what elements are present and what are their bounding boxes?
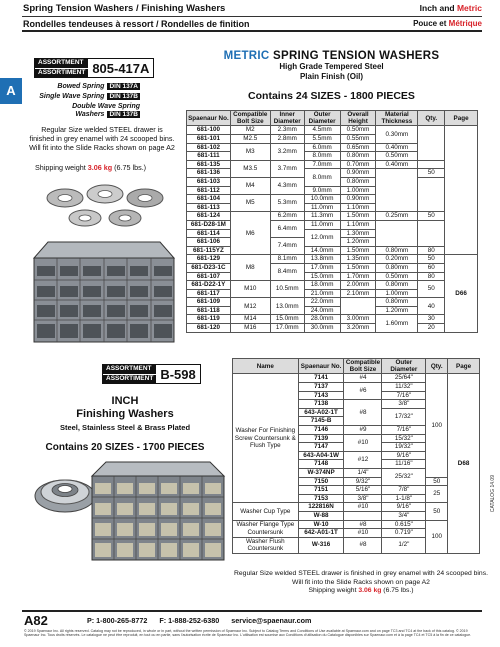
overall-height: 1.50mm bbox=[340, 246, 376, 255]
bolt-size: M6 bbox=[230, 212, 270, 255]
inch-contents: Contains 20 SIZES - 1700 PIECES bbox=[45, 442, 205, 453]
assortment-number-box bbox=[34, 58, 154, 78]
table-row bbox=[187, 246, 478, 255]
overall-height: 2.10mm bbox=[340, 289, 376, 298]
quantity bbox=[418, 126, 445, 160]
part-number: 681-115YZ bbox=[187, 246, 231, 255]
quantity: 40 bbox=[418, 298, 445, 315]
part-number: 681-124 bbox=[187, 212, 231, 221]
bolt-size: #12 bbox=[344, 451, 382, 468]
bolt-size: #9 bbox=[344, 425, 382, 434]
material-thickness: 0.40mm bbox=[376, 160, 418, 169]
outer-diameter: 28.0mm bbox=[304, 315, 340, 324]
part-number: 681-117 bbox=[187, 289, 231, 298]
bolt-size: M5 bbox=[230, 195, 270, 212]
outer-diameter: 7/8" bbox=[382, 486, 426, 495]
quantity: 80 bbox=[418, 246, 445, 255]
inner-diameter: 8.1mm bbox=[270, 255, 304, 264]
part-number: 643-A02-1T bbox=[298, 408, 344, 417]
overall-height: 0.70mm bbox=[340, 160, 376, 169]
overall-height: 0.55mm bbox=[340, 135, 376, 144]
bolt-size: M3 bbox=[230, 143, 270, 160]
overall-height: 0.50mm bbox=[340, 126, 376, 135]
bolt-size: M16 bbox=[230, 324, 270, 333]
part-number: 7147 bbox=[298, 443, 344, 452]
outer-diameter: 25/64" bbox=[382, 374, 426, 383]
overall-height: 3.00mm bbox=[340, 315, 376, 324]
bolt-size: 9/32" bbox=[344, 477, 382, 486]
bolt-size: M8 bbox=[230, 255, 270, 281]
table-row bbox=[187, 272, 478, 281]
inch-drawer-note bbox=[232, 570, 490, 596]
overall-height: 1.20mm bbox=[340, 238, 376, 247]
overall-height: 0.90mm bbox=[340, 169, 376, 178]
overall-height: 2.00mm bbox=[340, 281, 376, 290]
material-thickness bbox=[376, 220, 418, 246]
table-row bbox=[187, 315, 478, 324]
material-thickness: 0.50mm bbox=[376, 152, 418, 161]
column-header: Compatible Bolt Size bbox=[230, 111, 270, 126]
quantity: 100 bbox=[426, 374, 448, 477]
part-number: 7146 bbox=[298, 425, 344, 434]
outer-diameter: 25/32" bbox=[382, 468, 426, 485]
bolt-size: M4 bbox=[230, 177, 270, 194]
table-row bbox=[187, 281, 478, 290]
overall-height bbox=[340, 298, 376, 315]
part-number: 681-118 bbox=[187, 306, 231, 315]
inner-diameter: 10.5mm bbox=[270, 281, 304, 298]
outer-diameter: 24.0mm bbox=[304, 306, 340, 315]
bolt-size: #6 bbox=[344, 383, 382, 400]
quantity: 25 bbox=[426, 486, 448, 503]
metric-section-heading bbox=[185, 50, 478, 102]
material-thickness: 0.25mm bbox=[376, 212, 418, 221]
part-number: W-88 bbox=[298, 511, 344, 520]
outer-diameter: 7.0mm bbox=[304, 160, 340, 169]
outer-diameter: 12.0mm bbox=[304, 229, 340, 246]
shipping-weight: Shipping weight 3.06 kg (6.75 lbs.) bbox=[35, 163, 147, 172]
part-number: 7153 bbox=[298, 494, 344, 503]
inner-diameter: 17.0mm bbox=[270, 324, 304, 333]
assortment-label-fr: ASSORTIMENT bbox=[103, 375, 156, 384]
inner-diameter: 7.4mm bbox=[270, 238, 304, 255]
column-header: Page bbox=[445, 111, 478, 126]
part-number: 681-102 bbox=[187, 143, 231, 152]
bolt-size: M2 bbox=[230, 126, 270, 135]
outer-diameter: 21.0mm bbox=[304, 289, 340, 298]
column-header: Spaenaur No. bbox=[298, 359, 344, 374]
overall-height: 3.20mm bbox=[340, 324, 376, 333]
inner-diameter: 6.4mm bbox=[270, 220, 304, 237]
page-title-en: Spring Tension Washers / Finishing Washers bbox=[23, 3, 226, 14]
inch-section-heading bbox=[20, 395, 230, 453]
part-number: 7151 bbox=[298, 486, 344, 495]
quantity bbox=[418, 160, 445, 169]
part-number: 681-135 bbox=[187, 160, 231, 169]
fax-number: F: 1-888-252-6380 bbox=[159, 616, 220, 625]
page-ref: D68 bbox=[448, 374, 480, 553]
column-header: Name bbox=[233, 359, 299, 374]
outer-diameter: 15.0mm bbox=[304, 272, 340, 281]
units-label-fr: Pouce et Métrique bbox=[413, 19, 482, 28]
drawer-image bbox=[28, 238, 180, 348]
bolt-size: 1/4" bbox=[344, 468, 382, 477]
metric-subtitle-2: Plain Finish (Oil) bbox=[299, 72, 364, 81]
part-number: 643-A04-1W bbox=[298, 451, 344, 460]
part-number: 681-107 bbox=[187, 272, 231, 281]
outer-diameter: 9.0mm bbox=[304, 186, 340, 195]
group-name: Washer For Finishing Screw Countersunk & Flush Type bbox=[233, 374, 299, 503]
column-header: Qty. bbox=[426, 359, 448, 374]
part-number: 7137 bbox=[298, 383, 344, 392]
part-number: 7145-B bbox=[298, 417, 344, 426]
material-thickness: 0.80mm bbox=[376, 263, 418, 272]
metric-washer-table bbox=[186, 110, 478, 333]
inch-assortment-number-box bbox=[102, 364, 201, 384]
overall-height: 0.65mm bbox=[340, 143, 376, 152]
part-number: 681-101 bbox=[187, 135, 231, 144]
part-number: 7141 bbox=[298, 374, 344, 383]
section-tab: A bbox=[0, 78, 22, 104]
bolt-size: 5/16" bbox=[344, 486, 382, 495]
bolt-size: #10 bbox=[344, 434, 382, 451]
bolt-size: M2.5 bbox=[230, 135, 270, 144]
inner-diameter: 3.2mm bbox=[270, 143, 304, 160]
material-thickness bbox=[376, 169, 418, 212]
phone-number: P: 1-800-265-8772 bbox=[87, 616, 148, 625]
part-number: 681-119 bbox=[187, 315, 231, 324]
part-number: W-10 bbox=[298, 520, 344, 529]
outer-diameter: 1/2" bbox=[382, 537, 426, 553]
metric-title: METRIC SPRING TENSION WASHERS bbox=[223, 50, 440, 62]
bolt-size: M3.5 bbox=[230, 160, 270, 177]
inch-title-1: INCH bbox=[111, 395, 139, 407]
part-number: W-374NP bbox=[298, 468, 344, 477]
outer-diameter: 8.0mm bbox=[304, 169, 340, 186]
outer-diameter: 11.0mm bbox=[304, 220, 340, 229]
part-number: 681-112 bbox=[187, 186, 231, 195]
quantity bbox=[418, 177, 445, 211]
material-thickness: 0.20mm bbox=[376, 255, 418, 264]
inch-drawer-image bbox=[88, 458, 228, 566]
column-header: Material Thickness bbox=[376, 111, 418, 126]
bolt-size: #8 bbox=[344, 400, 382, 426]
quantity: 50 bbox=[418, 255, 445, 264]
bolt-size: M10 bbox=[230, 281, 270, 298]
quantity: 50 bbox=[418, 212, 445, 221]
overall-height: 0.90mm bbox=[340, 195, 376, 204]
part-number: 681-111 bbox=[187, 152, 231, 161]
inch-subtitle: Steel, Stainless Steel & Brass Plated bbox=[59, 423, 191, 432]
inner-diameter: 4.3mm bbox=[270, 177, 304, 194]
table-header-row bbox=[233, 359, 480, 374]
outer-diameter: 0.615" bbox=[382, 520, 426, 529]
quantity: 60 bbox=[418, 263, 445, 272]
bolt-size: M12 bbox=[230, 298, 270, 315]
assortment-label-fr: ASSORTIMENT bbox=[35, 69, 88, 78]
column-header: Overall Height bbox=[340, 111, 376, 126]
column-header: Inner Diameter bbox=[270, 111, 304, 126]
quantity: 80 bbox=[418, 272, 445, 281]
quantity bbox=[418, 220, 445, 246]
part-number: 7150 bbox=[298, 477, 344, 486]
page-ref bbox=[445, 126, 478, 255]
overall-height: 1.35mm bbox=[340, 255, 376, 264]
bolt-size: #10 bbox=[344, 529, 382, 538]
assortment-label-en: ASSORTMENT bbox=[103, 365, 156, 374]
overall-height: 1.30mm bbox=[340, 229, 376, 238]
part-number: 681-129 bbox=[187, 255, 231, 264]
email-link[interactable]: service@spaenaur.com bbox=[231, 616, 312, 625]
part-number: 681-136 bbox=[187, 169, 231, 178]
part-number: 681-103 bbox=[187, 177, 231, 186]
inner-diameter: 8.4mm bbox=[270, 263, 304, 280]
material-thickness: 0.30mm bbox=[376, 126, 418, 143]
outer-diameter: 15/32" bbox=[382, 434, 426, 443]
column-header: Outer Diameter bbox=[382, 359, 426, 374]
table-row bbox=[187, 160, 478, 169]
page-header bbox=[0, 0, 500, 32]
inner-diameter: 15.0mm bbox=[270, 315, 304, 324]
page-number: A82 bbox=[24, 613, 48, 628]
inner-diameter: 2.3mm bbox=[270, 126, 304, 135]
table-row bbox=[233, 503, 480, 512]
part-number: 681-104 bbox=[187, 195, 231, 204]
washer-type-single-wave: Single Wave Spring DIN 137B bbox=[39, 93, 138, 100]
header-rule bbox=[22, 30, 482, 32]
part-number: W-316 bbox=[298, 537, 344, 553]
material-thickness: 0.80mm bbox=[376, 281, 418, 290]
group-name: Washer Cup Type bbox=[233, 503, 299, 520]
overall-height: 0.80mm bbox=[340, 152, 376, 161]
part-number: 7148 bbox=[298, 460, 344, 469]
overall-height: 1.70mm bbox=[340, 272, 376, 281]
metric-contents: Contains 24 SIZES - 1800 PIECES bbox=[248, 90, 415, 102]
inner-diameter: 6.2mm bbox=[270, 212, 304, 221]
washer-illustration bbox=[40, 178, 180, 233]
footer-rule bbox=[22, 610, 482, 612]
outer-diameter: 7/16" bbox=[382, 425, 426, 434]
column-header: Page bbox=[448, 359, 480, 374]
column-header: Compatible Bolt Size bbox=[345, 359, 381, 374]
units-label-en: Inch and Metric bbox=[419, 3, 482, 13]
outer-diameter: 30.0mm bbox=[304, 324, 340, 333]
outer-diameter: 17/32" bbox=[382, 408, 426, 425]
outer-diameter: 13.8mm bbox=[304, 255, 340, 264]
outer-diameter: 11.3mm bbox=[304, 212, 340, 221]
part-number: 681-113 bbox=[187, 203, 231, 212]
outer-diameter: 18.0mm bbox=[304, 281, 340, 290]
table-row bbox=[187, 220, 478, 229]
shipping-weight: Shipping weight 3.06 kg (6.75 lbs.) bbox=[308, 587, 414, 595]
group-name: Washer Flange Type Countersunk bbox=[233, 520, 299, 537]
bolt-size: #8 bbox=[344, 520, 382, 529]
quantity: 50 bbox=[426, 477, 448, 486]
outer-diameter: 5.5mm bbox=[304, 135, 340, 144]
inner-diameter: 13.0mm bbox=[270, 298, 304, 315]
part-number: 681-100 bbox=[187, 126, 231, 135]
part-number: 681-120 bbox=[187, 324, 231, 333]
assortment-number: 805-417A bbox=[92, 60, 150, 76]
part-number: 7143 bbox=[298, 391, 344, 400]
assortment-number: B-598 bbox=[160, 366, 196, 382]
quantity: 50 bbox=[418, 169, 445, 178]
table-row bbox=[187, 324, 478, 333]
material-thickness: 1.00mm bbox=[376, 289, 418, 298]
table-row bbox=[187, 212, 478, 221]
table-row bbox=[187, 126, 478, 135]
outer-diameter: 11/16" bbox=[382, 460, 426, 469]
quantity: 100 bbox=[426, 520, 448, 553]
quantity: 50 bbox=[418, 281, 445, 298]
outer-diameter: 0.719" bbox=[382, 529, 426, 538]
table-row bbox=[187, 169, 478, 178]
copyright-notice: © 2019 Spaenaur Inc. All rights reserved. Catalog may not be reproduced, in whole or in part, without the written permission of Spaenaur Inc. Subject to Catalog Terms and Conditions of Use available at Spaenaur.com and on page TC3 and TC4 at the back of this catalog. © 2019 Spaenaur Inc. Tous droits réservés. Le catalogue ne peut être reproduit, en tout ou en partie, sans l'autorisation écrite de Spaenaur Inc. L'utilisation est soumise aux Conditions d'utilisation du Catalogue disponibles sur Spaenaur.com et à la page TC4 et TC5 à la fin de ce catalogue. bbox=[24, 629, 472, 638]
outer-diameter: 11/32" bbox=[382, 383, 426, 392]
table-row bbox=[187, 255, 478, 264]
table-row bbox=[187, 263, 478, 272]
bolt-size: 3/8" bbox=[344, 494, 382, 503]
washer-type-double-wave: Double Wave Spring Washers DIN 137B bbox=[72, 103, 140, 118]
group-name: Washer Flush Countersunk bbox=[233, 537, 299, 553]
inner-diameter: 5.3mm bbox=[270, 195, 304, 212]
column-header: Outer Diameter bbox=[304, 111, 340, 126]
table-row bbox=[233, 520, 480, 529]
bolt-size: #4 bbox=[344, 374, 382, 383]
material-thickness: 0.80mm bbox=[376, 298, 418, 307]
part-number: 681-109 bbox=[187, 298, 231, 307]
drawer-description: Regular Size welded STEEL drawer is finished in grey enamel with 24 scooped bins. Will fit into the Slide Racks shown on page A2 bbox=[29, 125, 175, 152]
table-row bbox=[187, 298, 478, 307]
outer-diameter: 10.0mm bbox=[304, 195, 340, 204]
overall-height: 0.80mm bbox=[340, 177, 376, 186]
part-number: 7139 bbox=[298, 434, 344, 443]
material-thickness: 0.40mm bbox=[376, 143, 418, 152]
quantity: 50 bbox=[426, 503, 448, 520]
inner-diameter: 2.8mm bbox=[270, 135, 304, 144]
material-thickness: 0.50mm bbox=[376, 272, 418, 281]
outer-diameter: 3/4" bbox=[382, 511, 426, 520]
overall-height: 1.50mm bbox=[340, 212, 376, 221]
part-number: 122816N bbox=[298, 503, 344, 512]
page-ref: D66 bbox=[445, 255, 478, 332]
outer-diameter: 19/32" bbox=[382, 443, 426, 452]
column-header: Spaenaur No. bbox=[187, 111, 231, 126]
part-number: 681-D28-1M bbox=[187, 220, 231, 229]
table-header-row bbox=[187, 111, 478, 126]
outer-diameter: 6.0mm bbox=[304, 143, 340, 152]
page-title-fr: Rondelles tendeuses à ressort / Rondelles de finition bbox=[23, 19, 250, 29]
outer-diameter: 3/8" bbox=[382, 400, 426, 409]
outer-diameter: 1-1/8" bbox=[382, 494, 426, 503]
part-number: 681-114 bbox=[187, 229, 231, 238]
table-row bbox=[233, 374, 480, 383]
part-number: 681-106 bbox=[187, 238, 231, 247]
part-number: 7138 bbox=[298, 400, 344, 409]
quantity: 20 bbox=[418, 324, 445, 333]
assortment-label-en: ASSORTMENT bbox=[35, 59, 88, 68]
part-number: 681-D22-1Y bbox=[187, 281, 231, 290]
catalog-version: CATALOG 14.09 bbox=[490, 475, 496, 513]
outer-diameter: 9/16" bbox=[382, 451, 426, 460]
header-divider bbox=[22, 16, 482, 17]
contact-info bbox=[87, 616, 321, 625]
bolt-size: #10 bbox=[344, 503, 382, 512]
inch-washer-table bbox=[232, 358, 480, 554]
outer-diameter: 22.0mm bbox=[304, 298, 340, 307]
outer-diameter: 9/16" bbox=[382, 503, 426, 512]
inch-title-2: Finishing Washers bbox=[76, 408, 174, 420]
outer-diameter: 14.0mm bbox=[304, 246, 340, 255]
overall-height: 1.10mm bbox=[340, 220, 376, 229]
outer-diameter: 7/16" bbox=[382, 391, 426, 400]
material-thickness: 0.80mm bbox=[376, 246, 418, 255]
metric-subtitle-1: High Grade Tempered Steel bbox=[279, 62, 384, 71]
bolt-size bbox=[344, 511, 382, 520]
outer-diameter: 8.0mm bbox=[304, 152, 340, 161]
outer-diameter: 11.0mm bbox=[304, 203, 340, 212]
material-thickness: 1.60mm bbox=[376, 315, 418, 332]
quantity: 30 bbox=[418, 315, 445, 324]
overall-height: 1.10mm bbox=[340, 203, 376, 212]
outer-diameter: 4.5mm bbox=[304, 126, 340, 135]
bolt-size: #8 bbox=[344, 537, 382, 553]
part-number: 642-A01-1T bbox=[298, 529, 344, 538]
drawer-description: Regular Size welded STEEL drawer is finished in grey enamel with 24 scooped bins. Will fit into the Slide Racks shown on page A2 bbox=[233, 570, 488, 586]
outer-diameter: 17.0mm bbox=[304, 263, 340, 272]
washer-type-bowed: Bowed Spring DIN 137A bbox=[57, 83, 138, 90]
material-thickness: 1.20mm bbox=[376, 306, 418, 315]
part-number: 681-D23-1C bbox=[187, 263, 231, 272]
overall-height: 1.00mm bbox=[340, 186, 376, 195]
overall-height: 1.50mm bbox=[340, 263, 376, 272]
column-header: Qty. bbox=[418, 111, 445, 126]
inner-diameter: 3.7mm bbox=[270, 160, 304, 177]
bolt-size: M14 bbox=[230, 315, 270, 324]
